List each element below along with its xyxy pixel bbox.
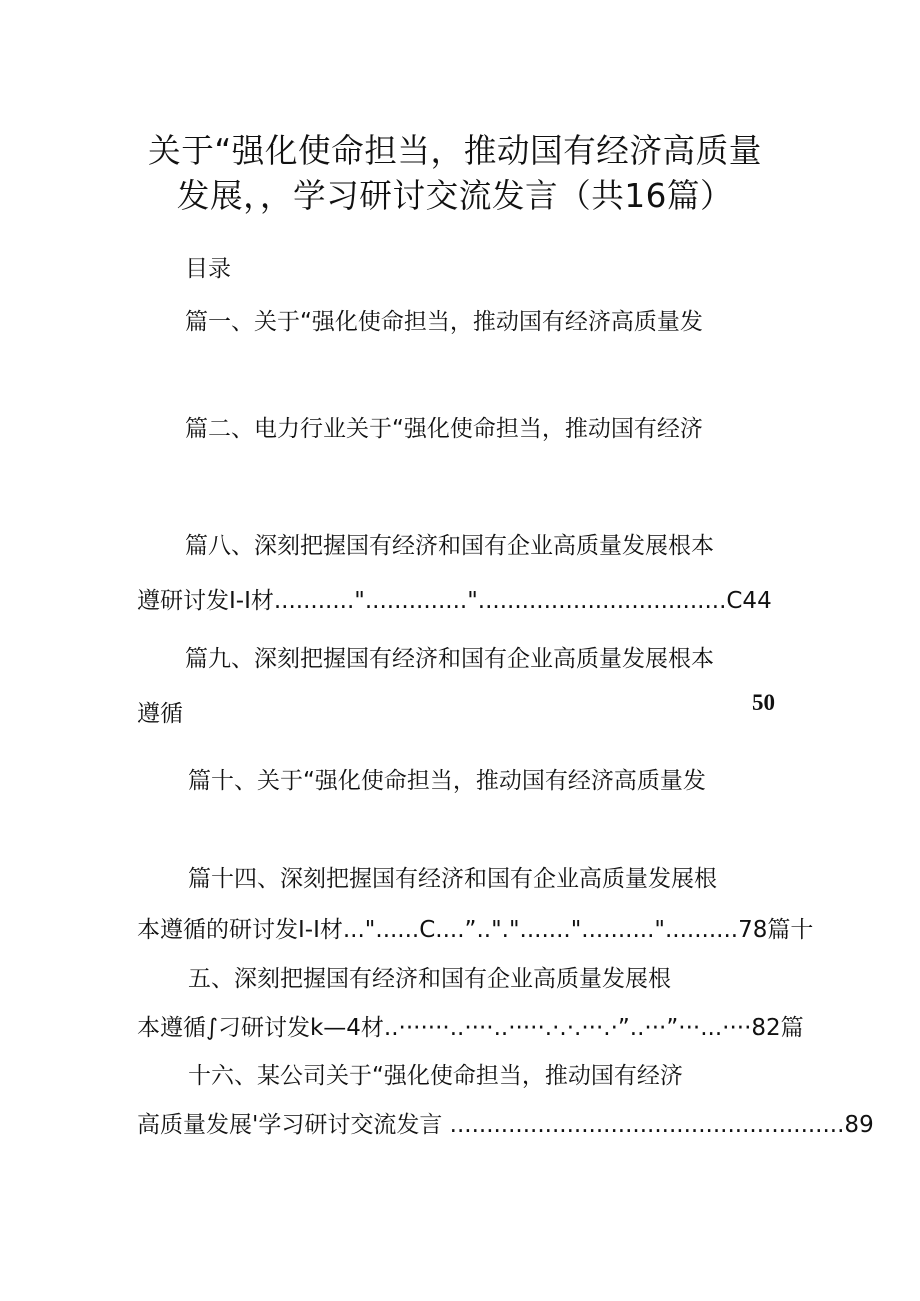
toc-entry: 篇一、关于“强化使命担当，推动国有经济高质量发 [185,309,703,335]
document-title-line-1: 关于“强化使命担当，推动国有经济高质量 [148,131,762,170]
toc-entry: 十六、某公司关于“强化使命担当，推动国有经济 [188,1063,683,1089]
toc-entry: 五、深刻把握国有经济和国有企业高质量发展根 [188,966,671,992]
toc-entry-continuation: 遵循 [137,701,183,727]
toc-entry: 篇十四、深刻把握国有经济和国有企业高质量发展根 [188,866,717,892]
toc-entry: 篇八、深刻把握国有经济和国有企业高质量发展根本 [185,533,714,559]
toc-heading: 目录 [185,256,231,282]
toc-entry-continuation: 高质量发展'学习研讨交流发言 ......................................................89 [137,1112,874,1138]
toc-page-number: 50 [752,690,775,715]
toc-entry-continuation: 本遵循的研讨发I-I材..."......C....”..".".......".........."..........78篇十 [137,917,814,943]
toc-entry: 篇十、关于“强化使命担当，推动国有经济高质量发 [188,768,706,794]
toc-entry: 篇九、深刻把握国有经济和国有企业高质量发展根本 [185,646,714,672]
document-title-line-2: 发展，，学习研讨交流发言（共16篇） [176,176,734,215]
toc-entry-continuation: 遵研讨发I-I材...........".............."..................................C44 [137,588,772,614]
toc-entry-continuation: 本遵循∫刁研讨发k—4材..·······..····..·····.·.·.···.·”..···”···...····82篇 [137,1015,804,1041]
toc-entry: 篇二、电力行业关于“强化使命担当，推动国有经济 [185,416,703,442]
